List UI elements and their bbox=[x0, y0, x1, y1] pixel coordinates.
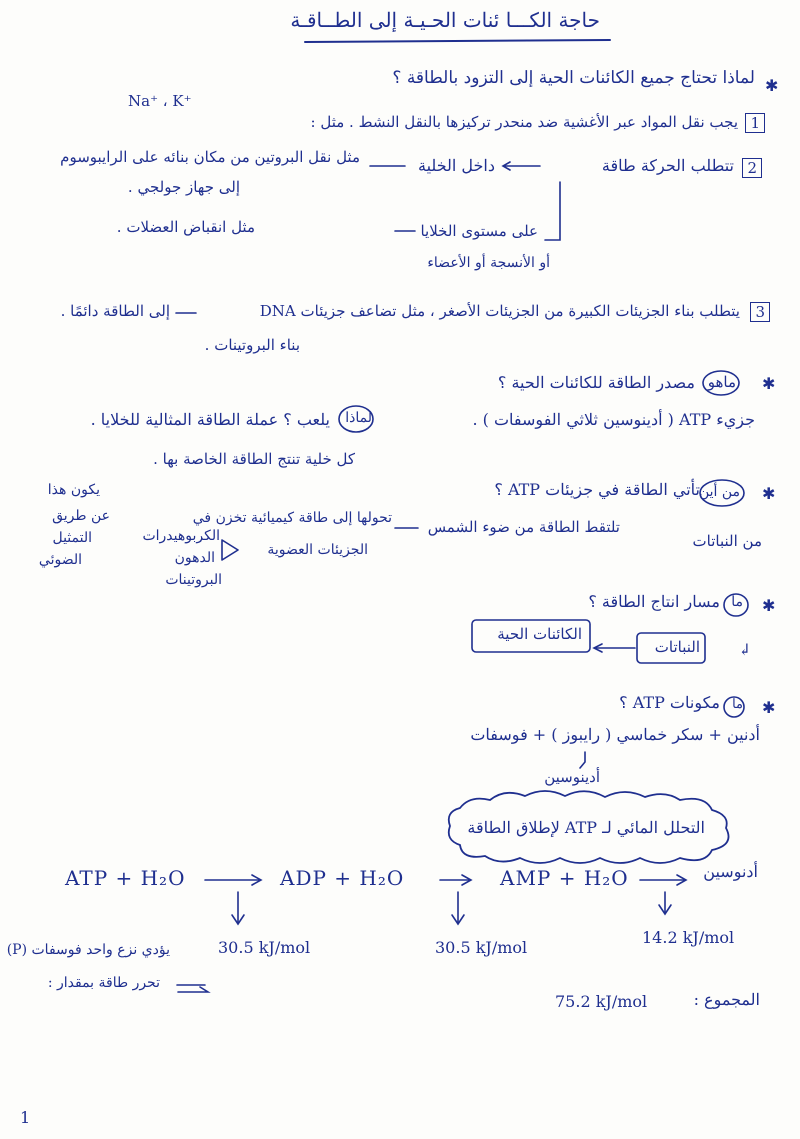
question-3: تأتي الطاقة في جزيئات ATP ؟ bbox=[494, 480, 700, 499]
question-4-circled: ما bbox=[731, 594, 743, 610]
point-3-end: إلى الطاقة دائمًا . bbox=[60, 302, 170, 320]
energy-1: 30.5 kJ/mol bbox=[218, 938, 311, 957]
note-1: يؤدي نزع واحد فوسفات (P) bbox=[6, 942, 170, 958]
point-3-b: بناء البروتينات . bbox=[204, 336, 300, 354]
answer-3-side-1: يكون هذا bbox=[47, 482, 100, 498]
equation-amp: AMP + H₂O bbox=[500, 866, 629, 890]
answer-3-side-3: التمثيل bbox=[52, 530, 92, 546]
equation-atp: ATP + H₂O bbox=[65, 866, 186, 890]
bullet-star-icon: ✱ bbox=[765, 76, 779, 95]
question-5-circled: ما bbox=[732, 697, 743, 712]
question-4: مسار انتاج الطاقة ؟ bbox=[588, 592, 720, 611]
bullet-star-icon: ✱ bbox=[762, 596, 776, 615]
question-2: مصدر الطاقة للكائنات الحية ؟ bbox=[497, 373, 695, 392]
point-2-a-example: مثل نقل البروتين من مكان بنائه على الرايبوسوم bbox=[60, 148, 360, 166]
point-2-a: داخل الخلية bbox=[417, 156, 495, 175]
answer-3-convert: تحولها إلى طاقة كيميائية تخزن في bbox=[192, 510, 392, 526]
equation-adp: ADP + H₂O bbox=[280, 866, 405, 890]
question-3-circled: من أين bbox=[698, 484, 740, 500]
answer-2-line-1: جزيء ATP ( أدينوسين ثلاثي الفوسفات ) . bbox=[472, 410, 755, 429]
point-3-number: 3 bbox=[750, 302, 770, 322]
bullet-star-icon: ✱ bbox=[762, 374, 776, 393]
question-5: مكونات ATP ؟ bbox=[619, 693, 720, 712]
question-1: لماذا تحتاج جميع الكائنات الحية إلى التزود بالطاقة ؟ bbox=[392, 68, 755, 88]
answer-3-side-4: الضوئي bbox=[38, 552, 82, 568]
page-title: حاجة الكـــا ئنات الحـيـة إلى الطــاقـة bbox=[290, 8, 600, 32]
point-2-a-example-2: إلى جهاز جولجي . bbox=[127, 178, 240, 196]
answer-3-carbohydrates: الكربوهيدرات bbox=[142, 528, 220, 544]
point-1-ions: Na⁺ ، K⁺ bbox=[128, 92, 192, 110]
point-2-b: على مستوى الخلايا bbox=[420, 222, 538, 240]
point-2-number: 2 bbox=[742, 158, 762, 178]
hydrolysis-heading: التحلل المائي لـ ATP لإطلاق الطاقة bbox=[467, 818, 705, 837]
point-2-b-example: مثل انقباض العضلات . bbox=[116, 218, 255, 236]
answer-3-side-2: عن طريق bbox=[52, 508, 110, 524]
answer-2-line-2: يلعب ؟ عملة الطاقة المثالية للخلايا . bbox=[90, 410, 330, 429]
point-2-c: أو الأنسجة أو الأعضاء bbox=[427, 255, 550, 271]
path-arrow-icon: ↲ bbox=[738, 640, 752, 659]
bullet-star-icon: ✱ bbox=[762, 698, 776, 717]
answer-5: أدنين + سكر خماسي ( رايبوز ) + فوسفات bbox=[470, 725, 760, 744]
point-3: يتطلب بناء الجزيئات الكبيرة من الجزيئات الأصغر ، مثل تضاعف جزيئات DNA bbox=[259, 302, 740, 320]
answer-5-adenosine: أدينوسين bbox=[544, 768, 600, 786]
note-2: تحرر طاقة بمقدار : bbox=[47, 975, 160, 991]
answer-3-capture: تلتقط الطاقة من ضوء الشمس bbox=[427, 518, 620, 536]
energy-2: 30.5 kJ/mol bbox=[435, 938, 528, 957]
bullet-star-icon: ✱ bbox=[762, 484, 776, 503]
path-box-plants: النباتات bbox=[654, 638, 700, 656]
path-box-organisms: الكائنات الحية bbox=[497, 625, 582, 643]
energy-3: 14.2 kJ/mol bbox=[642, 928, 735, 947]
point-1: يجب نقل المواد عبر الأغشية ضد منحدر تركيزها بالنقل النشط . مثل : bbox=[310, 113, 738, 131]
total-value: 75.2 kJ/mol bbox=[555, 992, 648, 1011]
page-number: 1 bbox=[20, 1108, 31, 1127]
answer-3-plants: من النباتات bbox=[692, 532, 762, 550]
answer-3-organic-molecules: الجزيئات العضوية bbox=[267, 542, 368, 558]
total-label: المجموع : bbox=[693, 990, 760, 1009]
answer-2-circled: لماذا bbox=[345, 410, 372, 426]
answer-3-fats: الدهون bbox=[174, 550, 215, 566]
equation-adenosine: أدنوسين bbox=[703, 862, 758, 881]
answer-2-line-3: كل خلية تنتج الطاقة الخاصة بها . bbox=[153, 450, 355, 468]
question-2-circled: ماهو bbox=[707, 373, 736, 391]
point-2: تتطلب الحركة طاقة bbox=[601, 156, 734, 175]
point-1-number: 1 bbox=[745, 113, 765, 133]
answer-3-proteins: البروتينات bbox=[165, 572, 222, 588]
